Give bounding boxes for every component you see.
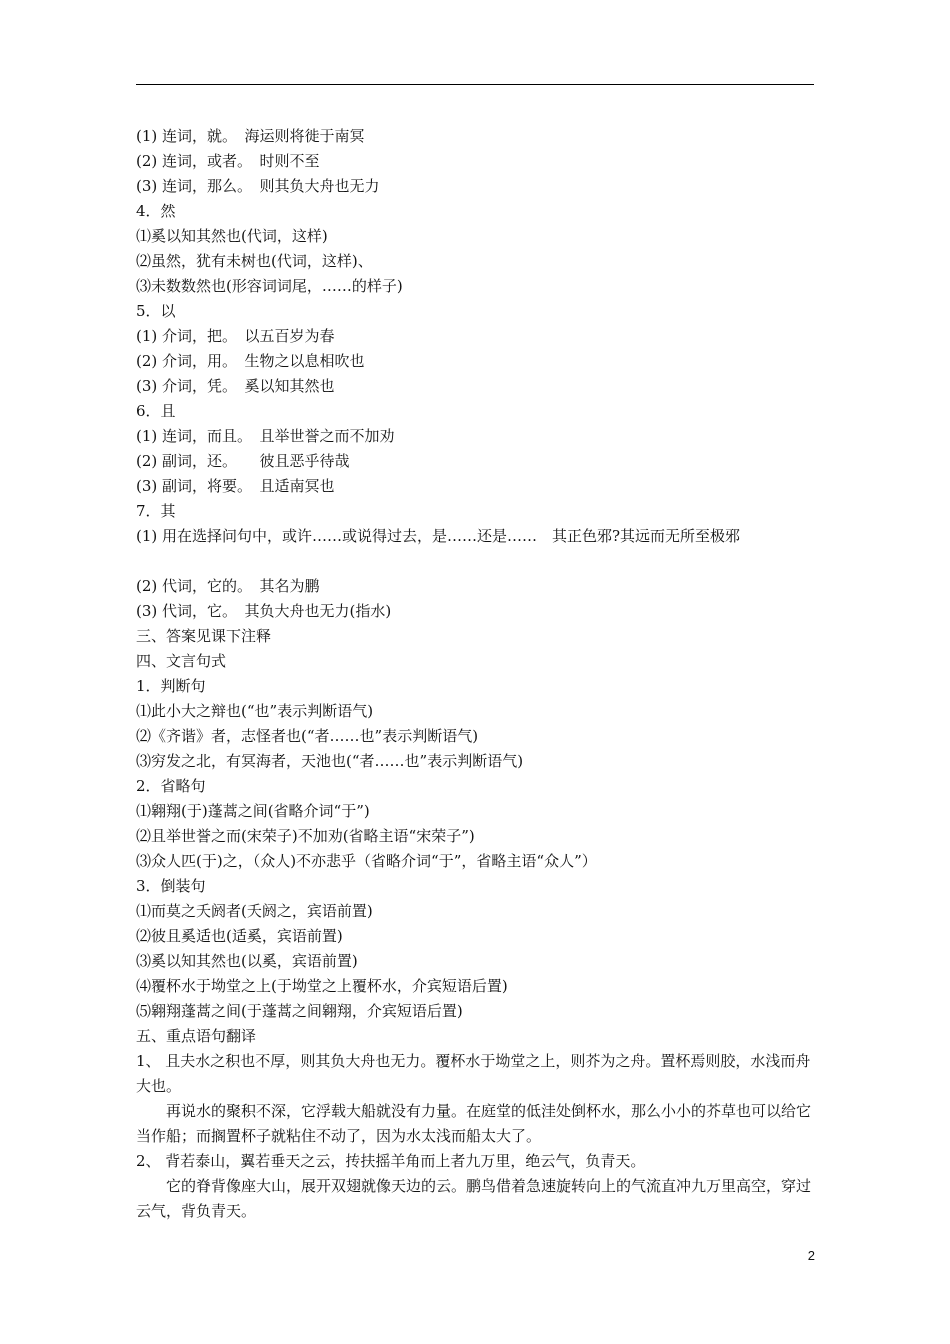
section-heading: 7．其 — [136, 502, 176, 520]
subsection-heading: 3．倒装句 — [136, 877, 206, 895]
translation-paragraph: 它的脊背像座大山，展开双翅就像天边的云。鹏鸟借着急速旋转向上的气流直冲九万里高空，穿过云气，背负青天。 — [136, 1177, 812, 1220]
text-line: ⑸翱翔蓬蒿之间(于蓬蒿之间翱翔，介宾短语后置) — [136, 1002, 463, 1020]
text-line: ⑴此小大之辩也(“也”表示判断语气) — [136, 702, 374, 720]
section-heading: 5．以 — [136, 302, 176, 320]
text-line: ⑶众人匹(于)之，（众人)不亦悲乎（省略介词“于”，省略主语“众人”） — [136, 852, 597, 870]
document-body — [136, 124, 816, 1224]
text-line: (2) 副词，还。 彼且恶乎待哉 — [136, 452, 350, 470]
page-number: 2 — [807, 1248, 815, 1263]
text-line: ⑴奚以知其然也(代词，这样) — [136, 227, 328, 245]
text-line: ⑵《齐谐》者，志怪者也(“者……也”表示判断语气) — [136, 727, 479, 745]
subsection-heading: 1．判断句 — [136, 677, 206, 695]
text-line: (1) 用在选择问句中，或许……或说得过去，是……还是…… 其正色邪?其远而无所至极邪 — [136, 527, 741, 545]
text-line: (2) 介词，用。 生物之以息相吹也 — [136, 352, 365, 370]
section-heading: 三、答案见课下注释 — [136, 627, 272, 645]
subsection-heading: 2．省略句 — [136, 777, 206, 795]
section-heading: 四、文言句式 — [136, 652, 227, 670]
text-line: (3) 介词，凭。 奚以知其然也 — [136, 377, 335, 395]
text-line: ⑶奚以知其然也(以奚，宾语前置) — [136, 952, 358, 970]
text-line: ⑵彼且奚适也(适奚，宾语前置) — [136, 927, 343, 945]
text-line: (1) 连词，而且。 且举世誉之而不加劝 — [136, 427, 395, 445]
source-sentence: 2、 背若泰山，翼若垂天之云，抟扶摇羊角而上者九万里，绝云气，负青天。 — [136, 1152, 646, 1170]
translation-paragraph: 再说水的聚积不深，它浮载大船就没有力量。在庭堂的低洼处倒杯水，那么小小的芥草也可以给它当作船；而搁置杯子就粘住不动了，因为水太浅而船太大了。 — [136, 1102, 812, 1145]
blank-line — [136, 549, 816, 574]
text-line: (3) 副词，将要。 且适南冥也 — [136, 477, 335, 495]
text-line: (1) 介词，把。 以五百岁为春 — [136, 327, 335, 345]
text-line: ⑴翱翔(于)蓬蒿之间(省略介词“于”) — [136, 802, 370, 820]
text-line: ⑷覆杯水于坳堂之上(于坳堂之上覆杯水，介宾短语后置) — [136, 977, 508, 995]
text-line: ⑵虽然，犹有未树也(代词，这样)、 — [136, 252, 373, 270]
header-rule — [136, 84, 814, 85]
text-line: (2) 连词，或者。 时则不至 — [136, 152, 320, 170]
text-line: (2) 代词，它的。 其名为鹏 — [136, 577, 320, 595]
section-heading: 4．然 — [136, 202, 176, 220]
text-line: (3) 代词，它。 其负大舟也无力(指水) — [136, 602, 392, 620]
text-line: (3) 连词，那么。 则其负大舟也无力 — [136, 177, 380, 195]
text-line: ⑶未数数然也(形容词词尾，……的样子) — [136, 277, 403, 295]
text-line: ⑵且举世誉之而(宋荣子)不加劝(省略主语“宋荣子”) — [136, 827, 475, 845]
text-line: ⑶穷发之北，有冥海者，天池也(“者……也”表示判断语气) — [136, 752, 524, 770]
section-heading: 五、重点语句翻译 — [136, 1027, 257, 1045]
section-heading: 6．且 — [136, 402, 176, 420]
source-sentence: 1、 且夫水之积也不厚，则其负大舟也无力。覆杯水于坳堂之上，则芥为之舟。置杯焉则胶，水浅而舟大也。 — [136, 1052, 811, 1095]
text-line: (1) 连词，就。 海运则将徙于南冥 — [136, 127, 365, 145]
text-line: ⑴而莫之夭阏者(夭阏之，宾语前置) — [136, 902, 373, 920]
